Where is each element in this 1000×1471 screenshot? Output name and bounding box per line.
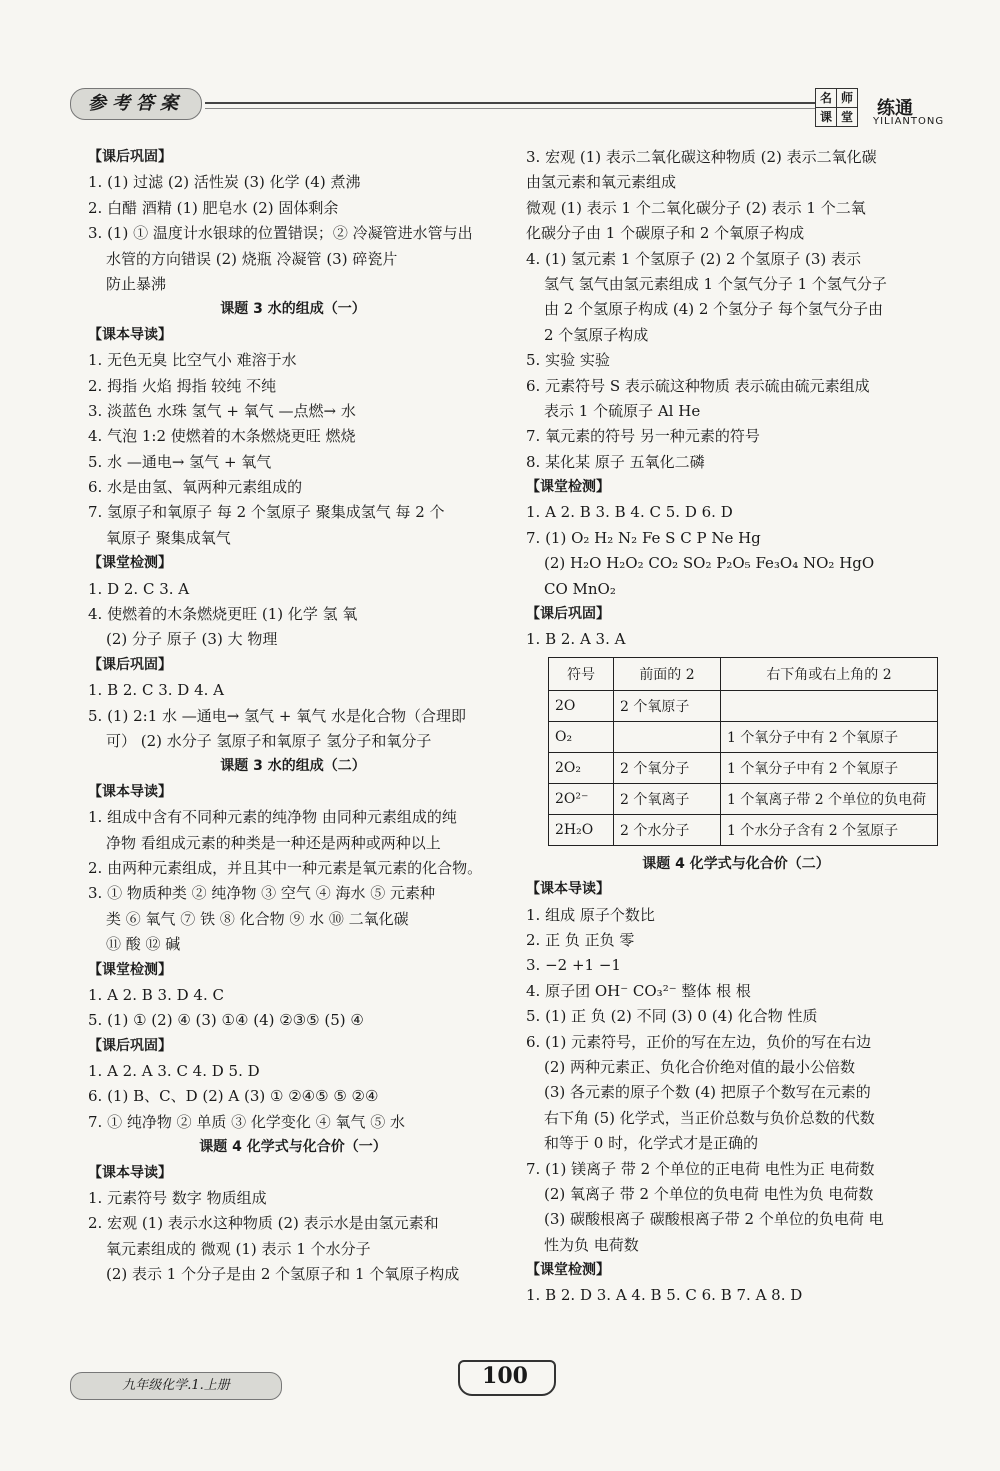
answer-line: 6. 元素符号 S 表示硫这种物质 表示硫由硫元素组成 (526, 376, 870, 395)
section-heading: 【课后巩固】 (88, 1037, 172, 1054)
lesson-title: 课题 3 水的组成（二） (220, 758, 366, 775)
right-column-top (526, 145, 946, 653)
answer-line: 4. 使燃着的木条燃烧更旺 (1) 化学 氢 氧 (88, 605, 358, 624)
table-cell: 2O (549, 690, 614, 721)
table-header-cell: 前面的 2 (614, 657, 721, 690)
answer-line: 2. 正 负 正负 零 (526, 930, 635, 949)
table-cell: 1 个氧分子中有 2 个氧原子 (721, 752, 938, 783)
answer-line: (2) H₂O H₂O₂ CO₂ SO₂ P₂O₅ Fe₃O₄ NO₂ HgO (544, 554, 875, 573)
table-cell: 2 个氧离子 (614, 783, 721, 814)
answer-line: 1. A 2. B 3. D 4. C (88, 985, 224, 1004)
answer-line: 表示 1 个硫原子 Al He (544, 401, 701, 420)
answer-line: ⑪ 酸 ⑫ 碱 (106, 935, 181, 954)
answer-line: (3) 碳酸根离子 碳酸根离子带 2 个单位的负电荷 电 (544, 1210, 884, 1229)
answer-line: 7. (1) 镁离子 带 2 个单位的正电荷 电性为正 电荷数 (526, 1159, 875, 1178)
table-cell (614, 721, 721, 752)
section-heading: 【课本导读】 (88, 783, 172, 800)
table-row (549, 721, 938, 752)
answer-line: CO MnO₂ (544, 579, 616, 598)
header-rule-thin (205, 108, 815, 109)
answer-line: 和等于 0 时，化学式才是正确的 (544, 1134, 759, 1153)
answer-line: 防止暴沸 (106, 274, 167, 293)
answer-line: 1. 无色无臭 比空气小 难溶于水 (88, 351, 297, 370)
brand-logo (815, 88, 955, 132)
answer-line: 1. (1) 过滤 (2) 活性炭 (3) 化学 (4) 煮沸 (88, 173, 361, 192)
section-heading: 【课后巩固】 (526, 606, 610, 623)
section-heading: 【课后巩固】 (88, 656, 172, 673)
answer-badge: 参考答案 (70, 88, 202, 120)
right-column-bottom (526, 852, 946, 1309)
answer-line: 由 2 个氢原子构成 (4) 2 个氢分子 每个氢气分子由 (544, 300, 883, 319)
answer-line: 4. 气泡 1:2 使燃着的木条燃烧更旺 燃烧 (88, 427, 356, 446)
answer-line: 6. (1) B、C、D (2) A (3) ① ②④⑤ ⑤ ②④ (88, 1087, 379, 1106)
answer-line: 7. (1) O₂ H₂ N₂ Fe S C P Ne Hg (526, 528, 761, 547)
answer-line: (2) 表示 1 个分子是由 2 个氢原子和 1 个氧原子构成 (106, 1265, 460, 1284)
table-cell: O₂ (549, 721, 614, 752)
table-row (549, 690, 938, 721)
answer-line: 6. (1) 元素符号，正价的写在左边，负价的写在右边 (526, 1032, 872, 1051)
answer-line: 2. 宏观 (1) 表示水这种物质 (2) 表示水是由氢元素和 (88, 1214, 439, 1233)
answer-line: 类 ⑥ 氧气 ⑦ 铁 ⑧ 化合物 ⑨ 水 ⑩ 二氧化碳 (106, 909, 409, 928)
answer-line: (2) 分子 原子 (3) 大 物理 (106, 630, 278, 649)
answer-line: 4. (1) 氢元素 1 个氢原子 (2) 2 个氢原子 (3) 表示 (526, 249, 862, 268)
table-cell: 2H₂O (549, 814, 614, 845)
answer-line: 5. 实验 实验 (526, 351, 610, 370)
answer-line: 由氢元素和氧元素组成 (526, 173, 677, 192)
answer-line: 氧原子 聚集成氧气 (106, 528, 231, 547)
table-cell (721, 690, 938, 721)
answer-line: 6. 水是由氢、氧两种元素组成的 (88, 478, 303, 497)
section-heading: 【课本导读】 (88, 326, 172, 343)
table-cell: 2O²⁻ (549, 783, 614, 814)
answer-line: 1. A 2. A 3. C 4. D 5. D (88, 1062, 260, 1081)
brand-box: 名 (815, 88, 837, 108)
table-header-row (549, 657, 938, 690)
answer-line: 5. (1) 正 负 (2) 不同 (3) 0 (4) 化合物 性质 (526, 1007, 818, 1026)
answer-line: 1. D 2. C 3. A (88, 579, 190, 598)
answer-line: 氢气 氢气由氢元素组成 1 个氢气分子 1 个氢气分子 (544, 274, 887, 293)
answer-line: 2. 白醋 酒精 (1) 肥皂水 (2) 固体剩余 (88, 198, 339, 217)
table-row (549, 814, 938, 845)
brand-box: 课 (815, 107, 837, 127)
answer-line: 3. (1) ① 温度计水银球的位置错误；② 冷凝管进水管与出 (88, 224, 473, 243)
section-heading: 【课本导读】 (526, 881, 610, 898)
answer-line: (2) 两种元素正、负化合价绝对值的最小公倍数 (544, 1057, 856, 1076)
section-heading: 【课后巩固】 (88, 149, 172, 165)
section-heading: 【课堂检测】 (526, 1262, 610, 1279)
table-cell: 2O₂ (549, 752, 614, 783)
answer-line: 可） (2) 水分子 氢原子和氧原子 氢分子和氧分子 (106, 731, 432, 750)
answer-line: 1. 元素符号 数字 物质组成 (88, 1189, 267, 1208)
section-heading: 【课堂检测】 (88, 555, 172, 572)
section-heading: 【课本导读】 (88, 1164, 172, 1181)
answer-table (548, 657, 938, 846)
lesson-title: 课题 4 化学式与化合价（二） (642, 855, 830, 872)
section-heading: 【课堂检测】 (88, 961, 172, 978)
brand-name: 练通 (877, 98, 913, 119)
table-cell: 1 个氧离子带 2 个单位的负电荷 (721, 783, 938, 814)
answer-line: 1. B 2. C 3. D 4. A (88, 681, 224, 700)
answer-line: 2. 拇指 火焰 拇指 较纯 不纯 (88, 376, 277, 395)
table-cell: 2 个氧分子 (614, 752, 721, 783)
table-header-cell: 符号 (549, 657, 614, 690)
answer-line: 5. (1) 2:1 水 —通电→ 氢气 + 氧气 水是化合物（合理即 (88, 706, 466, 725)
table-cell: 2 个水分子 (614, 814, 721, 845)
answer-line: 8. 某化某 原子 五氧化二磷 (526, 452, 705, 471)
right-column (526, 145, 946, 1309)
answer-line: 净物 看组成元素的种类是一种还是两种或两种以上 (106, 833, 441, 852)
answer-line: 微观 (1) 表示 1 个二氧化碳分子 (2) 表示 1 个二氧 (526, 198, 866, 217)
header-rule (205, 102, 815, 104)
answer-line: 1. 组成中含有不同种元素的纯净物 由同种元素组成的纯 (88, 808, 457, 827)
table-row (549, 752, 938, 783)
brand-subtitle: YILIANTONG (873, 116, 945, 127)
answer-line: 1. 组成 原子个数比 (526, 905, 655, 924)
answer-line: 3. ① 物质种类 ② 纯净物 ③ 空气 ④ 海水 ⑤ 元素种 (88, 884, 435, 903)
answer-line: 水管的方向错误 (2) 烧瓶 冷凝管 (3) 碎瓷片 (106, 249, 398, 268)
answer-line: (2) 氧离子 带 2 个单位的负电荷 电性为负 电荷数 (544, 1184, 874, 1203)
answer-line: 7. ① 纯净物 ② 单质 ③ 化学变化 ④ 氧气 ⑤ 水 (88, 1112, 405, 1131)
answer-line: 5. (1) ① (2) ④ (3) ①④ (4) ②③⑤ (5) ④ (88, 1011, 364, 1030)
answer-line: 7. 氧元素的符号 另一种元素的符号 (526, 427, 760, 446)
table-cell: 1 个氧分子中有 2 个氧原子 (721, 721, 938, 752)
brand-box: 堂 (836, 107, 858, 127)
answer-line: 4. 原子团 OH⁻ CO₃²⁻ 整体 根 根 (526, 981, 751, 1000)
answer-line: 化碳分子由 1 个碳原子和 2 个氧原子构成 (526, 224, 805, 243)
grade-label: 九年级化学.1.上册 (70, 1372, 282, 1400)
page-number: 100 (482, 1363, 528, 1389)
table-header-cell: 右下角或右上角的 2 (721, 657, 938, 690)
answer-line: 右下角 (5) 化学式，当正价总数与负价总数的代数 (544, 1108, 875, 1127)
answer-line: 1. A 2. B 3. B 4. C 5. D 6. D (526, 503, 733, 522)
answer-line: 氧元素组成的 微观 (1) 表示 1 个水分子 (106, 1239, 371, 1258)
answer-line: 1. B 2. A 3. A (526, 630, 626, 649)
table-cell: 1 个水分子含有 2 个氢原子 (721, 814, 938, 845)
answer-line: 1. B 2. D 3. A 4. B 5. C 6. B 7. A 8. D (526, 1286, 803, 1305)
page-header (70, 88, 950, 128)
answer-line: 3. 淡蓝色 水珠 氢气 + 氧气 —点燃→ 水 (88, 401, 356, 420)
answer-line: 2 个氢原子构成 (544, 325, 649, 344)
answer-line: 7. 氢原子和氧原子 每 2 个氢原子 聚集成氢气 每 2 个 (88, 503, 445, 522)
table-cell: 2 个氧原子 (614, 690, 721, 721)
brand-box: 师 (836, 88, 858, 108)
lesson-title: 课题 4 化学式与化合价（一） (199, 1139, 387, 1156)
section-heading: 【课堂检测】 (526, 479, 610, 496)
answer-line: 2. 由两种元素组成，并且其中一种元素是氧元素的化合物。 (88, 858, 483, 877)
answer-line: 3. 宏观 (1) 表示二氧化碳这种物质 (2) 表示二氧化碳 (526, 148, 877, 166)
lesson-title: 课题 3 水的组成（一） (220, 301, 366, 318)
table-row (549, 783, 938, 814)
answer-line: 3. −2 +1 −1 (526, 956, 621, 975)
left-column (88, 145, 498, 1288)
answer-line: 5. 水 —通电→ 氢气 + 氧气 (88, 452, 272, 471)
answer-line: 性为负 电荷数 (544, 1235, 639, 1254)
answer-line: (3) 各元素的原子个数 (4) 把原子个数写在元素的 (544, 1083, 871, 1102)
